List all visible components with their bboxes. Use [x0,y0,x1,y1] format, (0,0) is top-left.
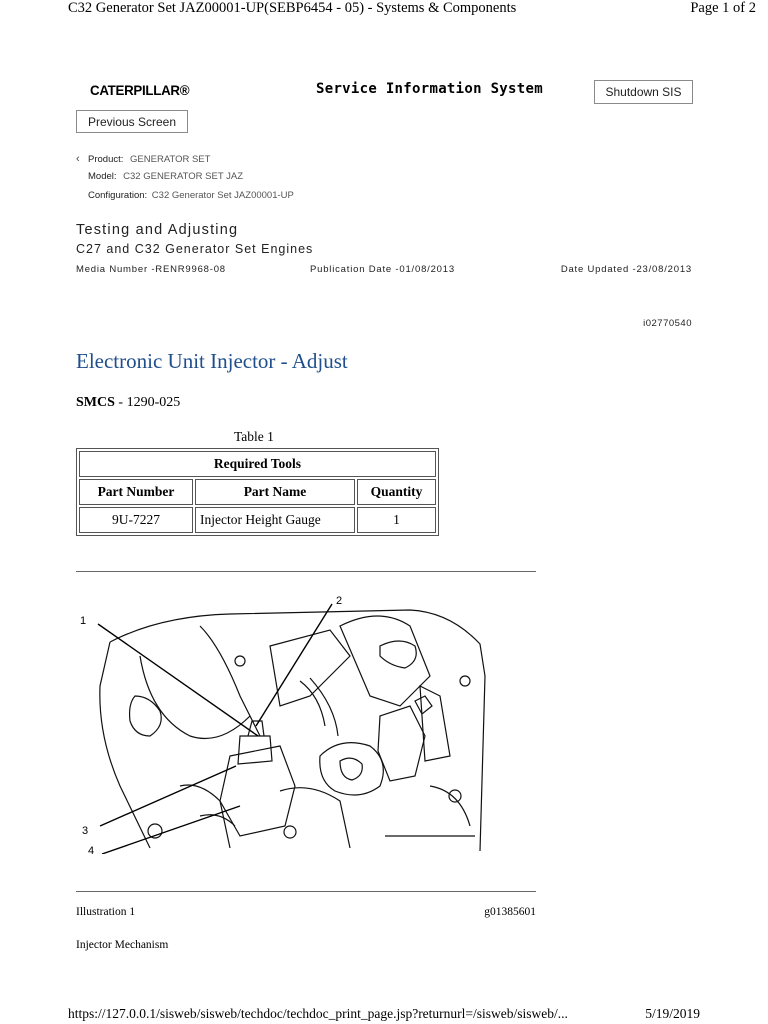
table-title: Required Tools [79,451,436,477]
col-part-number: Part Number [79,479,193,505]
smcs-label: SMCS [76,395,115,410]
sis-title: Service Information System [316,81,543,97]
media-number: Media Number -RENR9968-08 [76,264,226,275]
previous-screen-button[interactable]: Previous Screen [76,110,188,133]
breadcrumb-product-value: GENERATOR SET [130,154,211,165]
breadcrumb-product-key: Product: [88,154,124,165]
table-row [79,507,436,533]
print-footer-url: https://127.0.0.1/sisweb/sisweb/techdoc/techdoc_print_page.jsp?returnurl=/sisweb/sisweb/... [68,1006,568,1021]
illustration-caption: Injector Mechanism [76,939,169,951]
shutdown-sis-button[interactable]: Shutdown SIS [594,80,693,104]
injector-mechanism-illustration [80,586,490,854]
breadcrumb-model-key: Model: [88,171,117,182]
cell-quantity: 1 [357,507,436,533]
breadcrumb-config-key: Configuration: [88,190,148,201]
breadcrumb-model-value: C32 GENERATOR SET JAZ [123,171,243,182]
section-title: Testing and Adjusting [76,222,239,238]
caterpillar-logo: CATERPILLAR® [90,82,190,98]
graphic-id: g01385601 [484,906,536,918]
divider-top [76,571,536,572]
cell-part-name: Injector Height Gauge [195,507,355,533]
divider-bottom [76,891,536,892]
smcs-value: - 1290-025 [114,395,181,410]
breadcrumb-config-value: C32 Generator Set JAZ00001-UP [151,190,294,201]
callout-4: 4 [88,845,95,854]
print-footer-date: 5/19/2019 [645,1006,700,1021]
breadcrumb-product [88,154,210,165]
table-title-row [79,451,436,477]
smcs-code [76,395,180,411]
print-header-title: C32 Generator Set JAZ00001-UP(SEBP6454 - 05) - Systems & Components [68,0,517,16]
section-subtitle: C27 and C32 Generator Set Engines [76,242,314,256]
callout-1: 1 [80,615,87,627]
breadcrumb-configuration [88,190,294,201]
illustration-label: Illustration 1 [76,906,136,918]
cell-part-number: 9U-7227 [79,507,193,533]
publication-date: Publication Date -01/08/2013 [310,264,455,275]
breadcrumb-model [88,171,243,182]
required-tools-table [76,448,439,536]
table-caption: Table 1 [234,429,274,444]
table-header-row [79,479,436,505]
back-chevron-icon[interactable]: ‹ [76,153,80,165]
print-header-page: Page 1 of 2 [690,0,756,16]
callout-3: 3 [82,825,89,837]
page-title: Electronic Unit Injector - Adjust [76,349,348,373]
callout-2: 2 [336,595,343,607]
date-updated: Date Updated -23/08/2013 [560,264,692,275]
document-id: i02770540 [643,318,692,329]
col-quantity: Quantity [357,479,436,505]
col-part-name: Part Name [195,479,355,505]
